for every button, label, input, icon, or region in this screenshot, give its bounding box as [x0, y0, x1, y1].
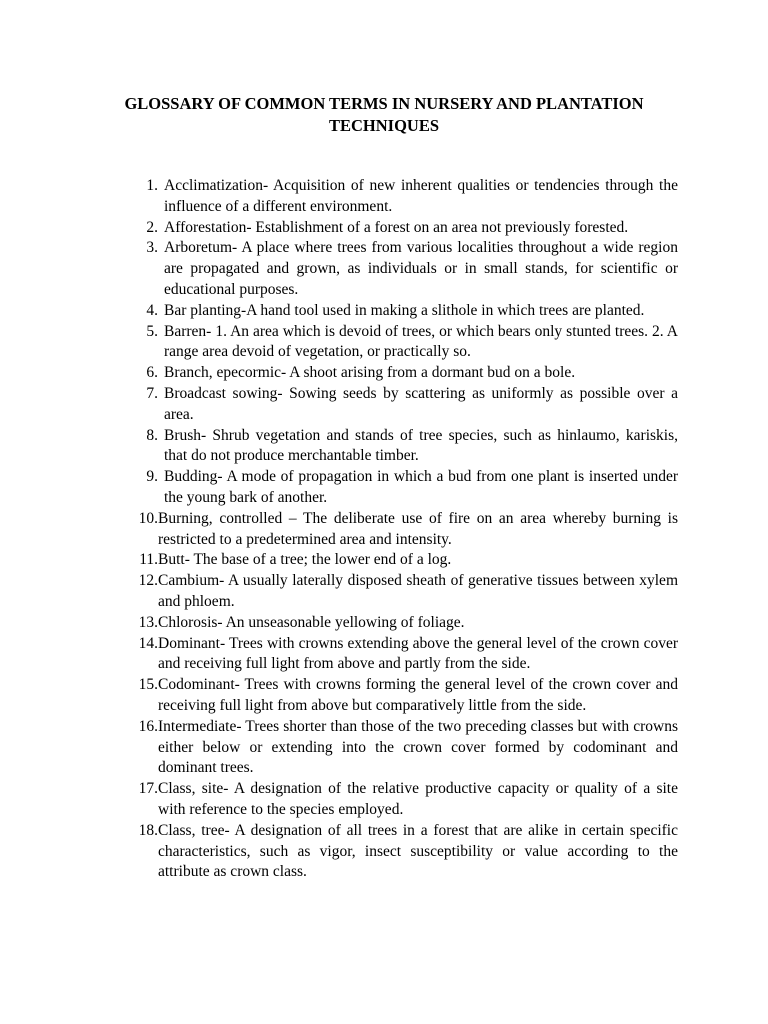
- glossary-list: [118, 176, 678, 883]
- glossary-entry: [118, 634, 678, 676]
- entry-number: 12.: [138, 572, 158, 590]
- entry-text: Intermediate- Trees shorter than those of the two preceding classes but with crowns either below or extending into the crown cover formed by codominant and dominant trees.: [158, 717, 678, 777]
- entry-text: Class, tree- A designation of all trees in a forest that are alike in certain specific characteristics, such as vigor, insect susceptibility or value according to the attribute as crown class.: [158, 821, 678, 881]
- entry-text: Barren- 1. An area which is devoid of trees, or which bears only stunted trees. 2. A range area devoid of vegetation, or practically so.: [164, 322, 678, 361]
- glossary-entry: [118, 675, 678, 717]
- entry-text: Cambium- A usually laterally disposed sheath of generative tissues between xylem and phloem.: [158, 572, 678, 610]
- entry-text: Bar planting-A hand tool used in making a slithole in which trees are planted.: [164, 301, 645, 319]
- entry-text: Branch, epecormic- A shoot arising from a dormant bud on a bole.: [164, 364, 576, 382]
- entry-number: 4.: [146, 301, 158, 319]
- glossary-entry: [118, 176, 678, 218]
- entry-text: Class, site- A designation of the relative productive capacity or quality of a site with reference to the species employed.: [158, 780, 678, 818]
- entry-text: Arboretum- A place where trees from various localities throughout a wide region are propagated and grown, as individuals or in small stands, for scientific or educational purposes.: [164, 239, 678, 298]
- entry-number: 18.: [138, 821, 158, 839]
- glossary-entry: [118, 363, 678, 384]
- glossary-entry: [118, 426, 678, 468]
- entry-number: 17.: [138, 780, 158, 798]
- entry-number: 13.: [138, 613, 158, 631]
- entry-number: 16.: [138, 717, 158, 735]
- entry-number: 3.: [146, 239, 158, 257]
- glossary-entry: [118, 218, 678, 239]
- glossary-entry: [118, 821, 678, 883]
- glossary-entry: [118, 779, 678, 821]
- glossary-entry: [118, 301, 678, 322]
- entry-number: 11.: [139, 551, 158, 569]
- entry-number: 10.: [138, 509, 158, 527]
- glossary-entry: [118, 550, 678, 571]
- entry-text: Afforestation- Establishment of a forest on an area not previously forested.: [164, 218, 629, 236]
- entry-text: Chlorosis- An unseasonable yellowing of foliage.: [158, 613, 465, 631]
- glossary-entry: [118, 613, 678, 634]
- glossary-entry: [118, 509, 678, 551]
- entry-text: Butt- The base of a tree; the lower end of a log.: [158, 551, 452, 569]
- entry-text: Acclimatization- Acquisition of new inherent qualities or tendencies through the influence of a different environment.: [164, 177, 678, 215]
- document-title: GLOSSARY OF COMMON TERMS IN NURSERY AND PLANTATION TECHNIQUES: [124, 94, 644, 135]
- glossary-entry: [118, 467, 678, 509]
- entry-number: 5.: [146, 322, 158, 340]
- glossary-entry: [118, 384, 678, 426]
- entry-number: 15.: [138, 676, 158, 694]
- glossary-entry: [118, 717, 678, 779]
- entry-text: Codominant- Trees with crowns forming the general level of the crown cover and receiving full light from above but comparatively little from the side.: [158, 676, 678, 714]
- entry-text: Brush- Shrub vegetation and stands of tree species, such as hinlaumo, kariskis, that do not produce merchantable timber.: [164, 426, 678, 465]
- entry-number: 9.: [146, 468, 158, 486]
- entry-text: Broadcast sowing- Sowing seeds by scattering as uniformly as possible over a area.: [164, 384, 678, 423]
- entry-number: 8.: [146, 426, 158, 444]
- entry-number: 2.: [146, 218, 158, 236]
- glossary-entry: [118, 571, 678, 613]
- entry-number: 1.: [146, 177, 158, 194]
- entry-text: Burning, controlled – The deliberate use of fire on an area whereby burning is restricted to a predetermined area and intensity.: [158, 509, 678, 548]
- entry-text: Budding- A mode of propagation in which a bud from one plant is inserted under the young bark of another.: [164, 468, 678, 506]
- entry-number: 6.: [146, 364, 158, 382]
- entry-text: Dominant- Trees with crowns extending above the general level of the crown cover and receiving full light from above and partly from the side.: [158, 634, 678, 673]
- glossary-entry: [118, 238, 678, 300]
- glossary-entry: [118, 322, 678, 364]
- entry-number: 7.: [146, 384, 158, 402]
- entry-number: 14.: [138, 634, 158, 652]
